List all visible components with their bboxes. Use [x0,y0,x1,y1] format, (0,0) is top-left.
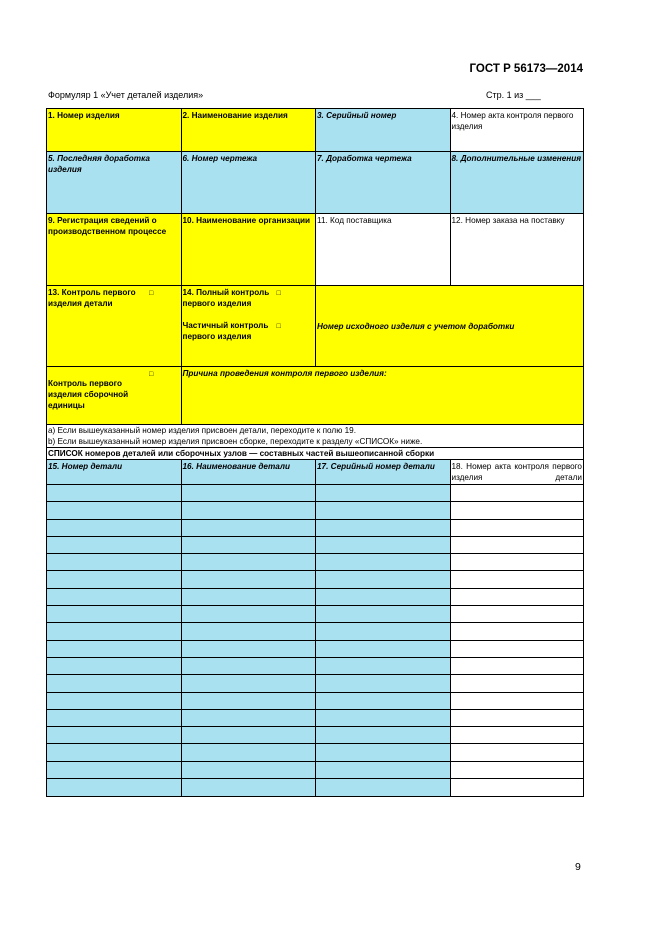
field-drawing-number[interactable]: 6. Номер чертежа [182,152,317,214]
page-counter: Стр. 1 из ___ [486,90,541,100]
part-serial-cell[interactable] [316,762,451,779]
part-name-cell[interactable] [182,485,317,502]
part-name-cell[interactable] [182,727,317,744]
part-serial-cell[interactable] [316,744,451,761]
instructions-note [47,425,583,448]
part-report-cell[interactable] [451,520,584,537]
part-report-cell[interactable] [451,693,584,710]
table-row [47,571,583,588]
list-header-row [47,460,583,485]
checkbox-icon[interactable]: □ [149,290,154,297]
field-supplier-code[interactable]: 11. Код поставщика [316,214,451,286]
part-number-cell[interactable] [47,571,182,588]
part-name-cell[interactable] [182,641,317,658]
field-inspection-report-number[interactable]: 4. Номер акта контроля первого изделия [451,109,584,152]
part-name-cell[interactable] [182,675,317,692]
table-row [47,554,583,571]
part-report-cell[interactable] [451,502,584,519]
page-number: 9 [575,861,581,873]
field-part-first-article[interactable] [47,286,182,367]
part-number-cell[interactable] [47,554,182,571]
part-report-cell[interactable] [451,710,584,727]
part-number-cell[interactable] [47,658,182,675]
table-row [47,779,583,796]
part-name-cell[interactable] [182,744,317,761]
inspection-reason-label: Причина проведения контроля первого изделия: [182,369,387,378]
part-serial-cell[interactable] [316,502,451,519]
part-number-cell[interactable] [47,727,182,744]
part-name-cell[interactable] [182,693,317,710]
list-title: СПИСОК номеров деталей или сборочных узлов — составных частей вышеописанной сборки [47,448,583,460]
field-inspection-reason[interactable] [182,367,584,425]
part-first-article-label: 13. Контроль первого изделия детали [48,288,136,308]
part-serial-cell[interactable] [316,693,451,710]
partial-inspection-label: Частичный контроль первого изделия [182,321,269,341]
table-row [47,623,583,640]
part-report-cell[interactable] [451,571,584,588]
part-number-cell[interactable] [47,520,182,537]
part-name-cell[interactable] [182,658,317,675]
part-number-cell[interactable] [47,606,182,623]
table-row [47,658,583,675]
part-number-cell[interactable] [47,744,182,761]
part-name-cell[interactable] [182,762,317,779]
note-part: а) Если вышеуказанный номер изделия присвоен детали, переходите к полю 19. [48,426,357,435]
field-product-number[interactable]: 1. Номер изделия [47,109,182,152]
part-report-cell[interactable] [451,762,584,779]
list-body [47,485,583,796]
table-row [47,762,583,779]
table-row [47,710,583,727]
part-report-cell[interactable] [451,623,584,640]
field-full-partial-inspection[interactable] [182,286,317,367]
part-number-cell[interactable] [47,641,182,658]
field-last-modification[interactable]: 5. Последняя доработка изделия [47,152,182,214]
field-assembly-first-article[interactable] [47,367,182,425]
part-name-cell[interactable] [182,571,317,588]
part-number-cell[interactable] [47,502,182,519]
part-report-cell[interactable] [451,675,584,692]
col-part-serial: 17. Серийный номер детали [316,460,451,485]
part-number-cell[interactable] [47,537,182,554]
table-row [47,693,583,710]
part-report-cell[interactable] [451,485,584,502]
checkbox-icon[interactable]: □ [276,323,281,330]
part-name-cell[interactable] [182,589,317,606]
form-row-1 [47,109,583,152]
col-part-number: 15. Номер детали [47,460,182,485]
checkbox-icon[interactable]: □ [276,290,281,297]
col-part-report: 18. Номер акта контроля первого изделия детали [451,460,584,485]
table-row [47,641,583,658]
part-number-cell[interactable] [47,623,182,640]
part-serial-cell[interactable] [316,485,451,502]
part-report-cell[interactable] [451,537,584,554]
form-row-3 [47,214,583,286]
original-number-label: Номер исходного изделия с учетом доработки [317,321,515,331]
table-row [47,744,583,761]
field-product-name[interactable]: 2. Наименование изделия [182,109,317,152]
part-number-cell[interactable] [47,693,182,710]
part-serial-cell[interactable] [316,779,451,796]
part-report-cell[interactable] [451,727,584,744]
part-report-cell[interactable] [451,554,584,571]
part-name-cell[interactable] [182,502,317,519]
part-serial-cell[interactable] [316,571,451,588]
part-serial-cell[interactable] [316,623,451,640]
field-drawing-revision[interactable]: 7. Доработка чертежа [316,152,451,214]
table-row [47,537,583,554]
part-report-cell[interactable] [451,641,584,658]
table-row [47,606,583,623]
part-serial-cell[interactable] [316,710,451,727]
form-title: Формуляр 1 «Учет деталей изделия» [48,90,204,100]
part-serial-cell[interactable] [316,641,451,658]
field-purchase-order-number[interactable]: 12. Номер заказа на поставку [451,214,584,286]
part-name-cell[interactable] [182,606,317,623]
full-inspection-label: 14. Полный контроль первого изделия [182,288,270,308]
checkbox-icon[interactable]: □ [149,371,154,378]
form-table [46,108,584,797]
part-name-cell[interactable] [182,554,317,571]
assembly-control-label: Контроль первого изделия сборочной единицы [48,379,129,410]
part-serial-cell[interactable] [316,537,451,554]
part-number-cell[interactable] [47,589,182,606]
standard-designation: ГОСТ Р 56173—2014 [469,63,583,75]
part-number-cell[interactable] [47,675,182,692]
field-additional-changes[interactable]: 8. Дополнительные изменения [451,152,584,214]
field-organization-name[interactable]: 10. Наименование организации [182,214,317,286]
part-serial-cell[interactable] [316,658,451,675]
part-name-cell[interactable] [182,537,317,554]
part-report-cell[interactable] [451,779,584,796]
form-row-2 [47,152,583,214]
part-serial-cell[interactable] [316,727,451,744]
part-number-cell[interactable] [47,779,182,796]
part-serial-cell[interactable] [316,554,451,571]
part-number-cell[interactable] [47,710,182,727]
table-row [47,520,583,537]
form-row-5 [47,367,583,425]
part-number-cell[interactable] [47,762,182,779]
table-row [47,485,583,502]
table-row [47,589,583,606]
part-serial-cell[interactable] [316,589,451,606]
part-serial-cell[interactable] [316,675,451,692]
part-name-cell[interactable] [182,779,317,796]
field-process-registration[interactable]: 9. Регистрация сведений о производственном процессе [47,214,182,286]
table-row [47,727,583,744]
part-serial-cell[interactable] [316,606,451,623]
col-part-name: 16. Наименование детали [182,460,317,485]
part-name-cell[interactable] [182,623,317,640]
table-row [47,502,583,519]
part-report-cell[interactable] [451,589,584,606]
field-original-product-number[interactable] [316,286,583,367]
part-report-cell[interactable] [451,744,584,761]
part-name-cell[interactable] [182,520,317,537]
part-number-cell[interactable] [47,485,182,502]
table-row [47,675,583,692]
form-row-4 [47,286,583,367]
part-serial-cell[interactable] [316,520,451,537]
part-name-cell[interactable] [182,710,317,727]
field-serial-number[interactable]: 3. Серийный номер [316,109,451,152]
part-report-cell[interactable] [451,606,584,623]
part-report-cell[interactable] [451,658,584,675]
note-assembly: b) Если вышеуказанный номер изделия присвоен сборке, переходите к разделу «СПИСОК» ниже. [48,437,423,446]
